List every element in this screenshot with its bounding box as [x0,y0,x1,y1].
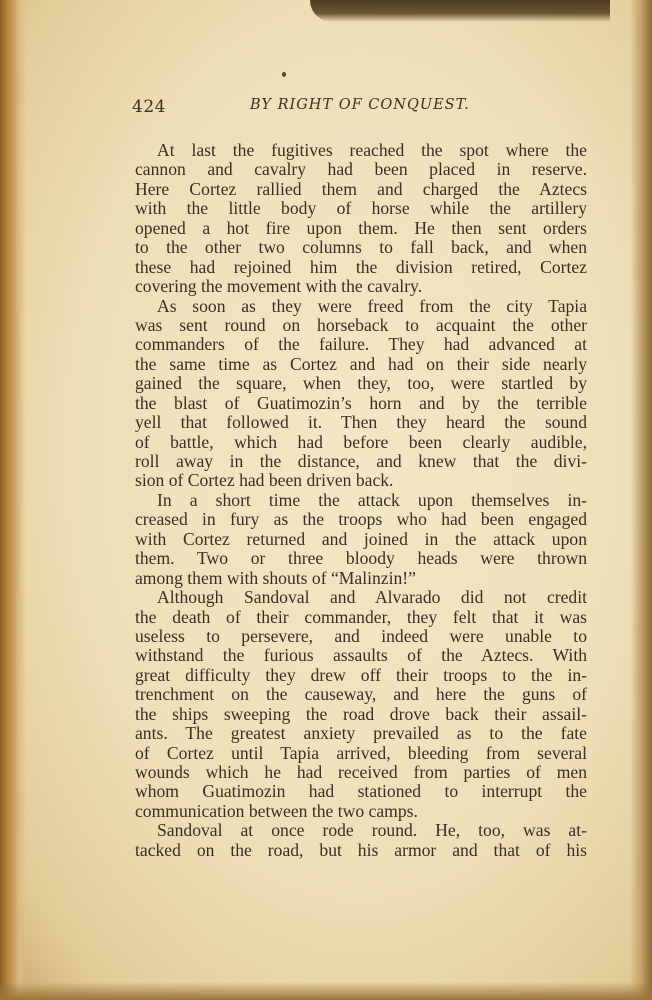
text-line: tacked on the road, but his armor and that of his [135,839,587,860]
text-line: of battle, which had before been clearly audible, [135,431,587,452]
ink-speck [282,72,286,77]
text-line: withstand the furious assaults of the Aztecs. With [135,645,587,666]
text-line: the blast of Guatimozin’s horn and by the terrible [135,392,587,413]
text-line: with the little body of horse while the artillery [135,198,587,219]
text-line: among them with shouts of “Malinzin!” [135,567,416,588]
text-line: them. Two or three bloody heads were thrown [135,548,587,569]
text-line: covering the movement with the cavalry. [135,276,423,297]
text-line: of Cortez until Tapia arrived, bleeding from several [135,742,587,763]
text-line: ants. The greatest anxiety prevailed as to the fate [135,723,587,744]
text-line: the ships sweeping the road drove back their assail- [135,703,587,724]
text-line: creased in fury as the troops who had been engaged [135,509,587,530]
text-line: with Cortez returned and joined in the attack upon [135,528,587,549]
text-line: opened a hot fire upon them. He then sent orders [135,217,587,238]
text-line: Although Sandoval and Alvarado did not credit [157,587,587,608]
text-line: sion of Cortez had been driven back. [135,470,394,491]
running-head: BY RIGHT OF CONQUEST. [250,97,470,113]
text-line: commanders of the failure. They had advanced at [135,334,587,355]
text-line: these had rejoined him the division retired, Cortez [135,256,587,277]
page-header [132,95,472,119]
text-line: useless to persevere, and indeed were unable to [135,625,587,646]
body-text [135,141,587,860]
text-line: communication between the two camps. [135,800,418,821]
text-line: roll away in the distance, and knew that the divi- [135,451,587,471]
text-line: cannon and cavalry had been placed in reserve. [135,159,587,180]
text-line: As soon as they were freed from the city Tapia [157,295,587,316]
text-line: In a short time the attack upon themselves in- [157,489,587,510]
page-binding-edge [0,0,26,1000]
page-bottom-edge [0,982,652,1000]
text-line: Here Cortez rallied them and charged the Aztecs [135,178,587,199]
text-line: yell that followed it. Then they heard the sound [135,412,587,433]
page-number: 424 [132,97,166,117]
page-right-edge [630,0,652,1000]
text-line: to the other two columns to fall back, and when [135,237,587,258]
text-line: gained the square, when they, too, were startled by [135,373,587,394]
text-line: the death of their commander, they felt that it was [135,606,587,627]
text-line: At last the fugitives reached the spot where the [157,140,587,160]
text-line: great difficulty they drew off their troops to the in- [135,664,587,685]
text-line: trenchment on the causeway, and here the guns of [135,684,587,705]
text-line: the same time as Cortez and had on their side nearly [135,353,587,374]
text-line: Sandoval at once rode round. He, too, was at- [157,820,587,841]
text-line: was sent round on horseback to acquaint the other [135,314,587,335]
page-top-shadow [310,0,610,22]
text-line: wounds which he had received from parties of men [135,762,587,782]
text-line: whom Guatimozin had stationed to interrupt the [135,781,587,802]
